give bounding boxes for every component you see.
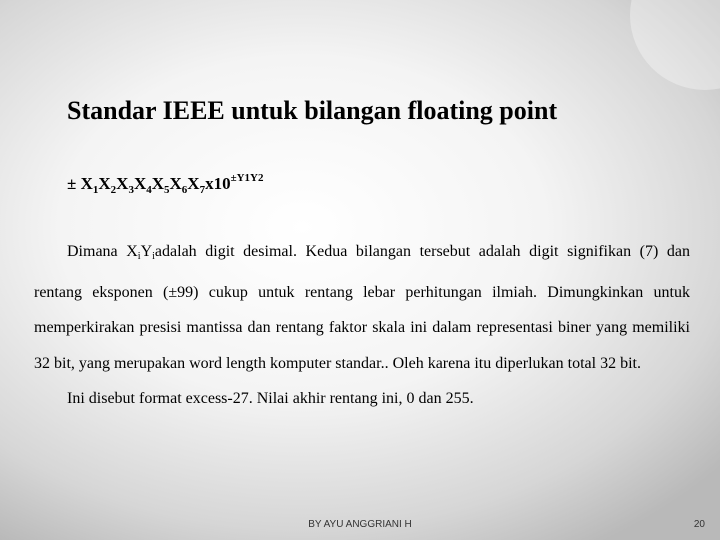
body-paragraph: Ini disebut format excess-27. Nilai akhir rentang ini, 0 dan 255. bbox=[67, 390, 474, 407]
slide-title: Standar IEEE untuk bilangan floating point bbox=[67, 96, 558, 125]
formula-term: $X_1$ bbox=[80, 174, 99, 196]
formula-sign: ± bbox=[67, 174, 81, 193]
corner-decoration bbox=[630, 0, 720, 90]
formula-term: $X_7$ bbox=[187, 174, 206, 196]
formula-term: $X_5$ bbox=[151, 174, 170, 196]
formula-term: $X_2$ bbox=[98, 174, 117, 196]
floating-point-formula bbox=[67, 172, 264, 196]
formula-term: $X_4$ bbox=[133, 174, 152, 196]
slide-body bbox=[34, 234, 690, 417]
body-paragraph: Dimana $X_iY_iadalah$ digit desimal. Kedua bilangan tersebut adalah digit signifikan (7) dan rentang eksponen (±99) cukup untuk rentang lebar perhitungan ilmiah. Dimungkinkan untuk memperkirakan presisi mantissa dan rentang faktor skala ini dalam representasi biner yang memiliki 32 bit, yang merupakan word length komputer standar.. Oleh karena itu diperlukan total 32 bit. bbox=[34, 243, 691, 372]
formula-term: $X_6$ bbox=[169, 174, 188, 196]
footer-author: BY AYU ANGGRIANI H bbox=[308, 519, 412, 530]
page-number: 20 bbox=[693, 519, 705, 530]
formula-multiplier: x10 bbox=[205, 174, 231, 193]
formula-exponent: ±Y1Y2 bbox=[230, 172, 264, 184]
formula-term: $X_3$ bbox=[116, 174, 134, 196]
